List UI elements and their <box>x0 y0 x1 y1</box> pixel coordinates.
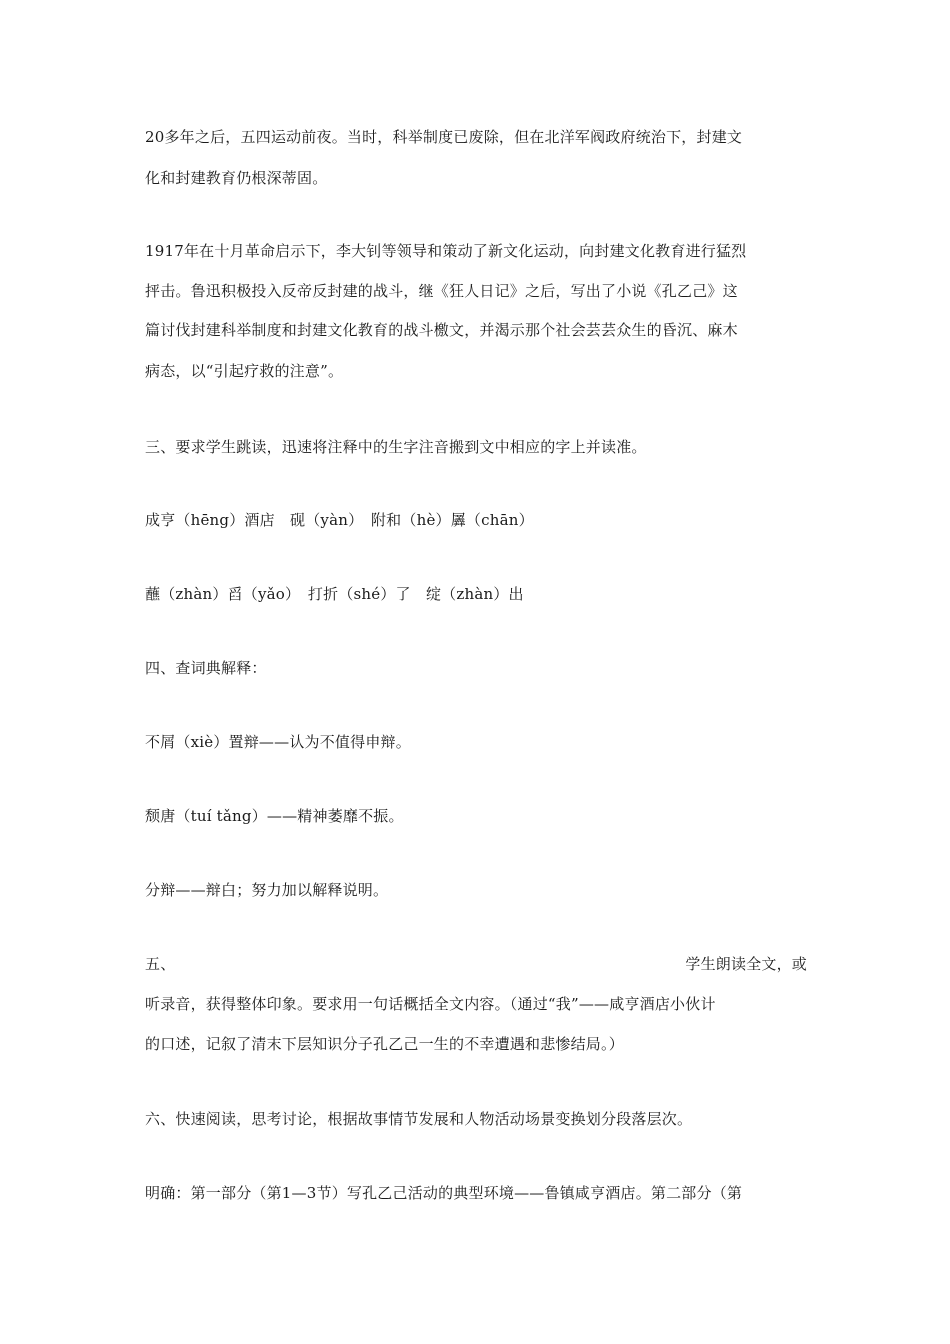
section-3-heading: 三、要求学生跳读，迅速将注释中的生字注音搬到文中相应的字上并读准。 <box>145 438 647 456</box>
pinyin-line-2: 蘸（zhàn）舀（yǎo） 打折（shé）了 绽（zhàn）出 <box>145 585 524 603</box>
p2-line-1: 1917年在十月革命启示下，李大钊等领导和策动了新文化运动，向封建文化教育进行猛烈 <box>145 242 747 260</box>
definition-tuitang: 颓唐（tuí tǎng）——精神萎靡不振。 <box>145 807 404 825</box>
p2-line-4: 病态，以“引起疗救的注意”。 <box>145 362 344 380</box>
p2-line-2: 抨击。鲁迅积极投入反帝反封建的战斗，继《狂人日记》之后，写出了小说《孔乙己》这 <box>145 282 738 300</box>
definition-buxie: 不屑（xiè）置辩——认为不值得申辩。 <box>145 733 411 751</box>
answer-line: 明确：第一部分（第1—3节）写孔乙己活动的典型环境——鲁镇咸亨酒店。第二部分（第 <box>145 1184 743 1202</box>
section-5-text-start: 学生朗读全文，或 <box>685 955 807 973</box>
section-5-line-1 <box>145 954 807 974</box>
section-6-heading: 六、快速阅读，思考讨论，根据故事情节发展和人物活动场景变换划分段落层次。 <box>145 1110 693 1128</box>
p1-line-1: 20多年之后，五四运动前夜。当时，科举制度已废除，但在北洋军阀政府统治下，封建文 <box>145 128 743 146</box>
section-5-number: 五、 <box>145 955 176 973</box>
p2-line-3: 篇讨伐封建科举制度和封建文化教育的战斗檄文，并渴示那个社会芸芸众生的昏沉、麻木 <box>145 321 738 339</box>
section-4-heading: 四、查词典解释： <box>145 659 267 677</box>
definition-fenbian: 分辩——辩白；努力加以解释说明。 <box>145 881 389 899</box>
section-5-line-2: 听录音，获得整体印象。要求用一句话概括全文内容。（通过“我”——咸亨酒店小伙计 <box>145 995 716 1013</box>
pinyin-line-1: 成亨（hēng）酒店 砚（yàn） 附和（hè）羼（chān） <box>145 511 534 529</box>
p1-line-2: 化和封建教育仍根深蒂固。 <box>145 169 328 187</box>
section-5-line-3: 的口述，记叙了清末下层知识分子孔乙己一生的不幸遭遇和悲惨结局。） <box>145 1035 624 1053</box>
